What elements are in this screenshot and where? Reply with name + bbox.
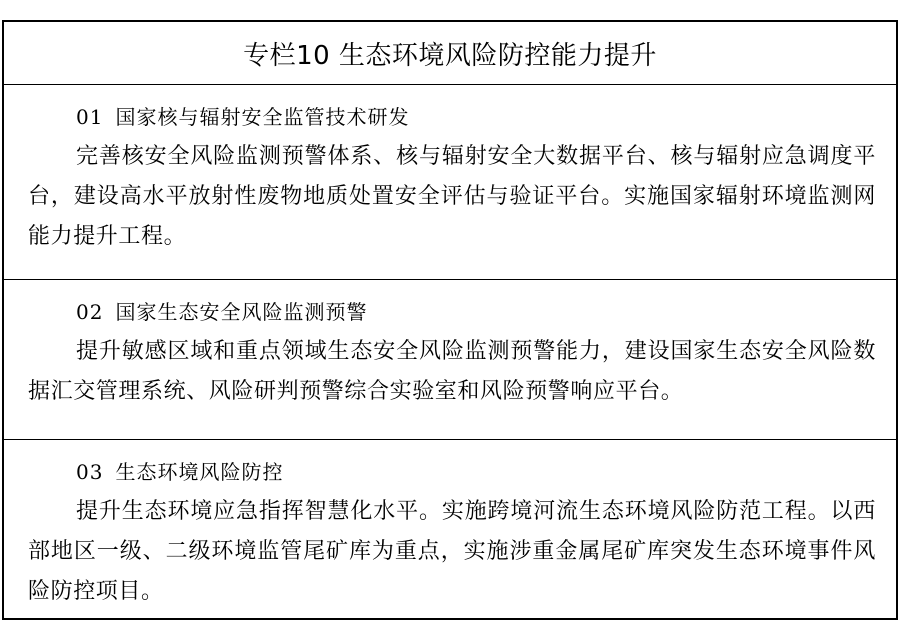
section-body: 提升敏感区域和重点领域生态安全风险监测预警能力，建设国家生态安全风险数据汇交管理系统、风险研判预警综合实验室和风险预警响应平台。 (28, 339, 876, 404)
page-title: 专栏10 生态环境风险防控能力提升 (243, 40, 657, 71)
section-heading-text: 生态环境风险防控 (115, 460, 284, 484)
section-heading (28, 452, 876, 492)
section-heading (28, 97, 876, 137)
section-number: 03 (76, 460, 104, 484)
section-2 (4, 280, 896, 440)
title-row (4, 22, 896, 85)
section-heading-text: 国家核与辐射安全监管技术研发 (115, 105, 410, 129)
section-number: 02 (76, 300, 104, 324)
section-number: 01 (76, 105, 104, 129)
section-heading-text: 国家生态安全风险监测预警 (115, 300, 368, 324)
section-1 (4, 85, 896, 280)
column-box (2, 20, 898, 620)
section-body: 完善核安全风险监测预警体系、核与辐射安全大数据平台、核与辐射应急调度平台，建设高水平放射性废物地质处置安全评估与验证平台。实施国家辐射环境监测网能力提升工程。 (28, 144, 876, 249)
section-3 (4, 440, 896, 618)
section-body: 提升生态环境应急指挥智慧化水平。实施跨境河流生态环境风险防范工程。以西部地区一级、二级环境监管尾矿库为重点，实施涉重金属尾矿库突发生态环境事件风险防控项目。 (28, 499, 876, 604)
section-heading (28, 292, 876, 332)
